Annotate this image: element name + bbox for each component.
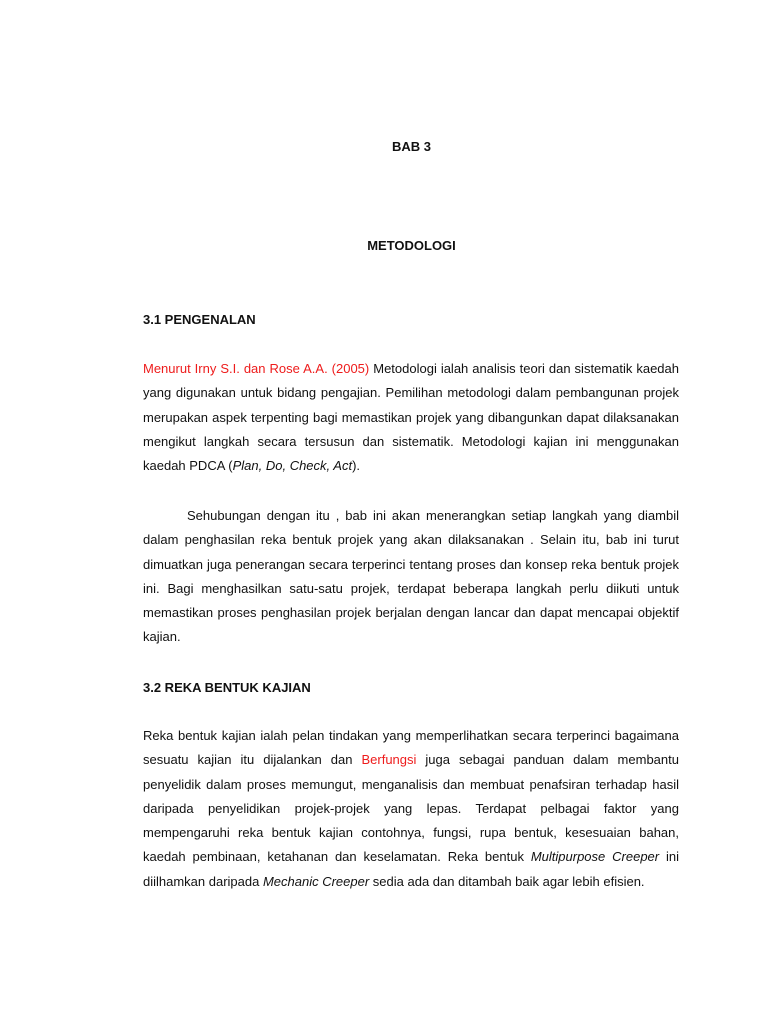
paragraph-text-d: sedia ada dan ditambah baik agar lebih efisien. [369,873,645,889]
term-mechanic-creeper: Mechanic Creeper [262,873,370,889]
paragraph-text: Metodologi ialah analisis teori dan sistematik kaedah yang digunakan untuk bidang pengajian. Pemilihan metodologi dalam pembangunan projek merupakan aspek terpenting bagi memastikan projek yang dibangunkan dapat dilaksanakan mengikut langkah secara tersusun dan sistematik. Metodologi kajian ini menggunakan kaedah PDCA ( [143,361,679,474]
chapter-title: METODOLOGI [367,238,456,253]
paragraph-text-end: ). [352,458,361,474]
citation-irny-rose: Menurut Irny S.I. dan Rose A.A. (2005) [143,361,370,376]
paragraph-text: Sehubungan dengan itu , bab ini akan menerangkan setiap langkah yang diambil dalam penghasilan reka bentuk projek yang akan dilaksanakan . Selain itu, bab ini turut dimuatkan juga penerangan secara terperinci tentang proses dan konsep reka bentuk projek ini. Bagi menghasilkan satu-satu projek, terdapat beberapa langkah perlu diikuti untuk memastikan proses penghasilan projek berjalan dengan lancar dan dapat mencapai objektif kajian. [143,508,679,645]
highlight-berfungsi: Berfungsi [361,752,417,768]
section-heading-pengenalan: 3.1 PENGENALAN [143,312,256,327]
paragraph-text-b: juga sebagai panduan dalam membantu penyelidik dalam proses memungut, menganalisis dan membuat penafsiran terhadap hasil daripada penyelidikan projek-projek yang lepas. Terdapat pelbagai faktor yang mempengaruhi reka bentuk kajian contohnya, fungsi, rupa bentuk, kesesuaian bahan, kaedah pembinaan, ketahanan dan keselamatan. Reka bentuk [143,752,679,865]
chapter-label: BAB 3 [391,139,431,154]
pdca-expansion: Plan, Do, Check, Act [232,458,353,474]
term-multipurpose-creeper: Multipurpose Creeper [530,849,660,865]
paragraph-text-a: Reka bentuk kajian ialah pelan tindakan yang memperlihatkan secara terperinci bagaimana sesuatu kajian itu dijalankan dan [143,728,679,768]
paragraph-text-c: ini diilhamkan daripada [143,849,680,889]
paragraph-reka-bentuk-kajian [143,724,679,894]
paragraph-metodologi-definition [143,357,679,478]
section-heading-reka-bentuk-kajian: 3.2 REKA BENTUK KAJIAN [143,680,311,695]
paragraph-bab-overview [143,504,679,650]
